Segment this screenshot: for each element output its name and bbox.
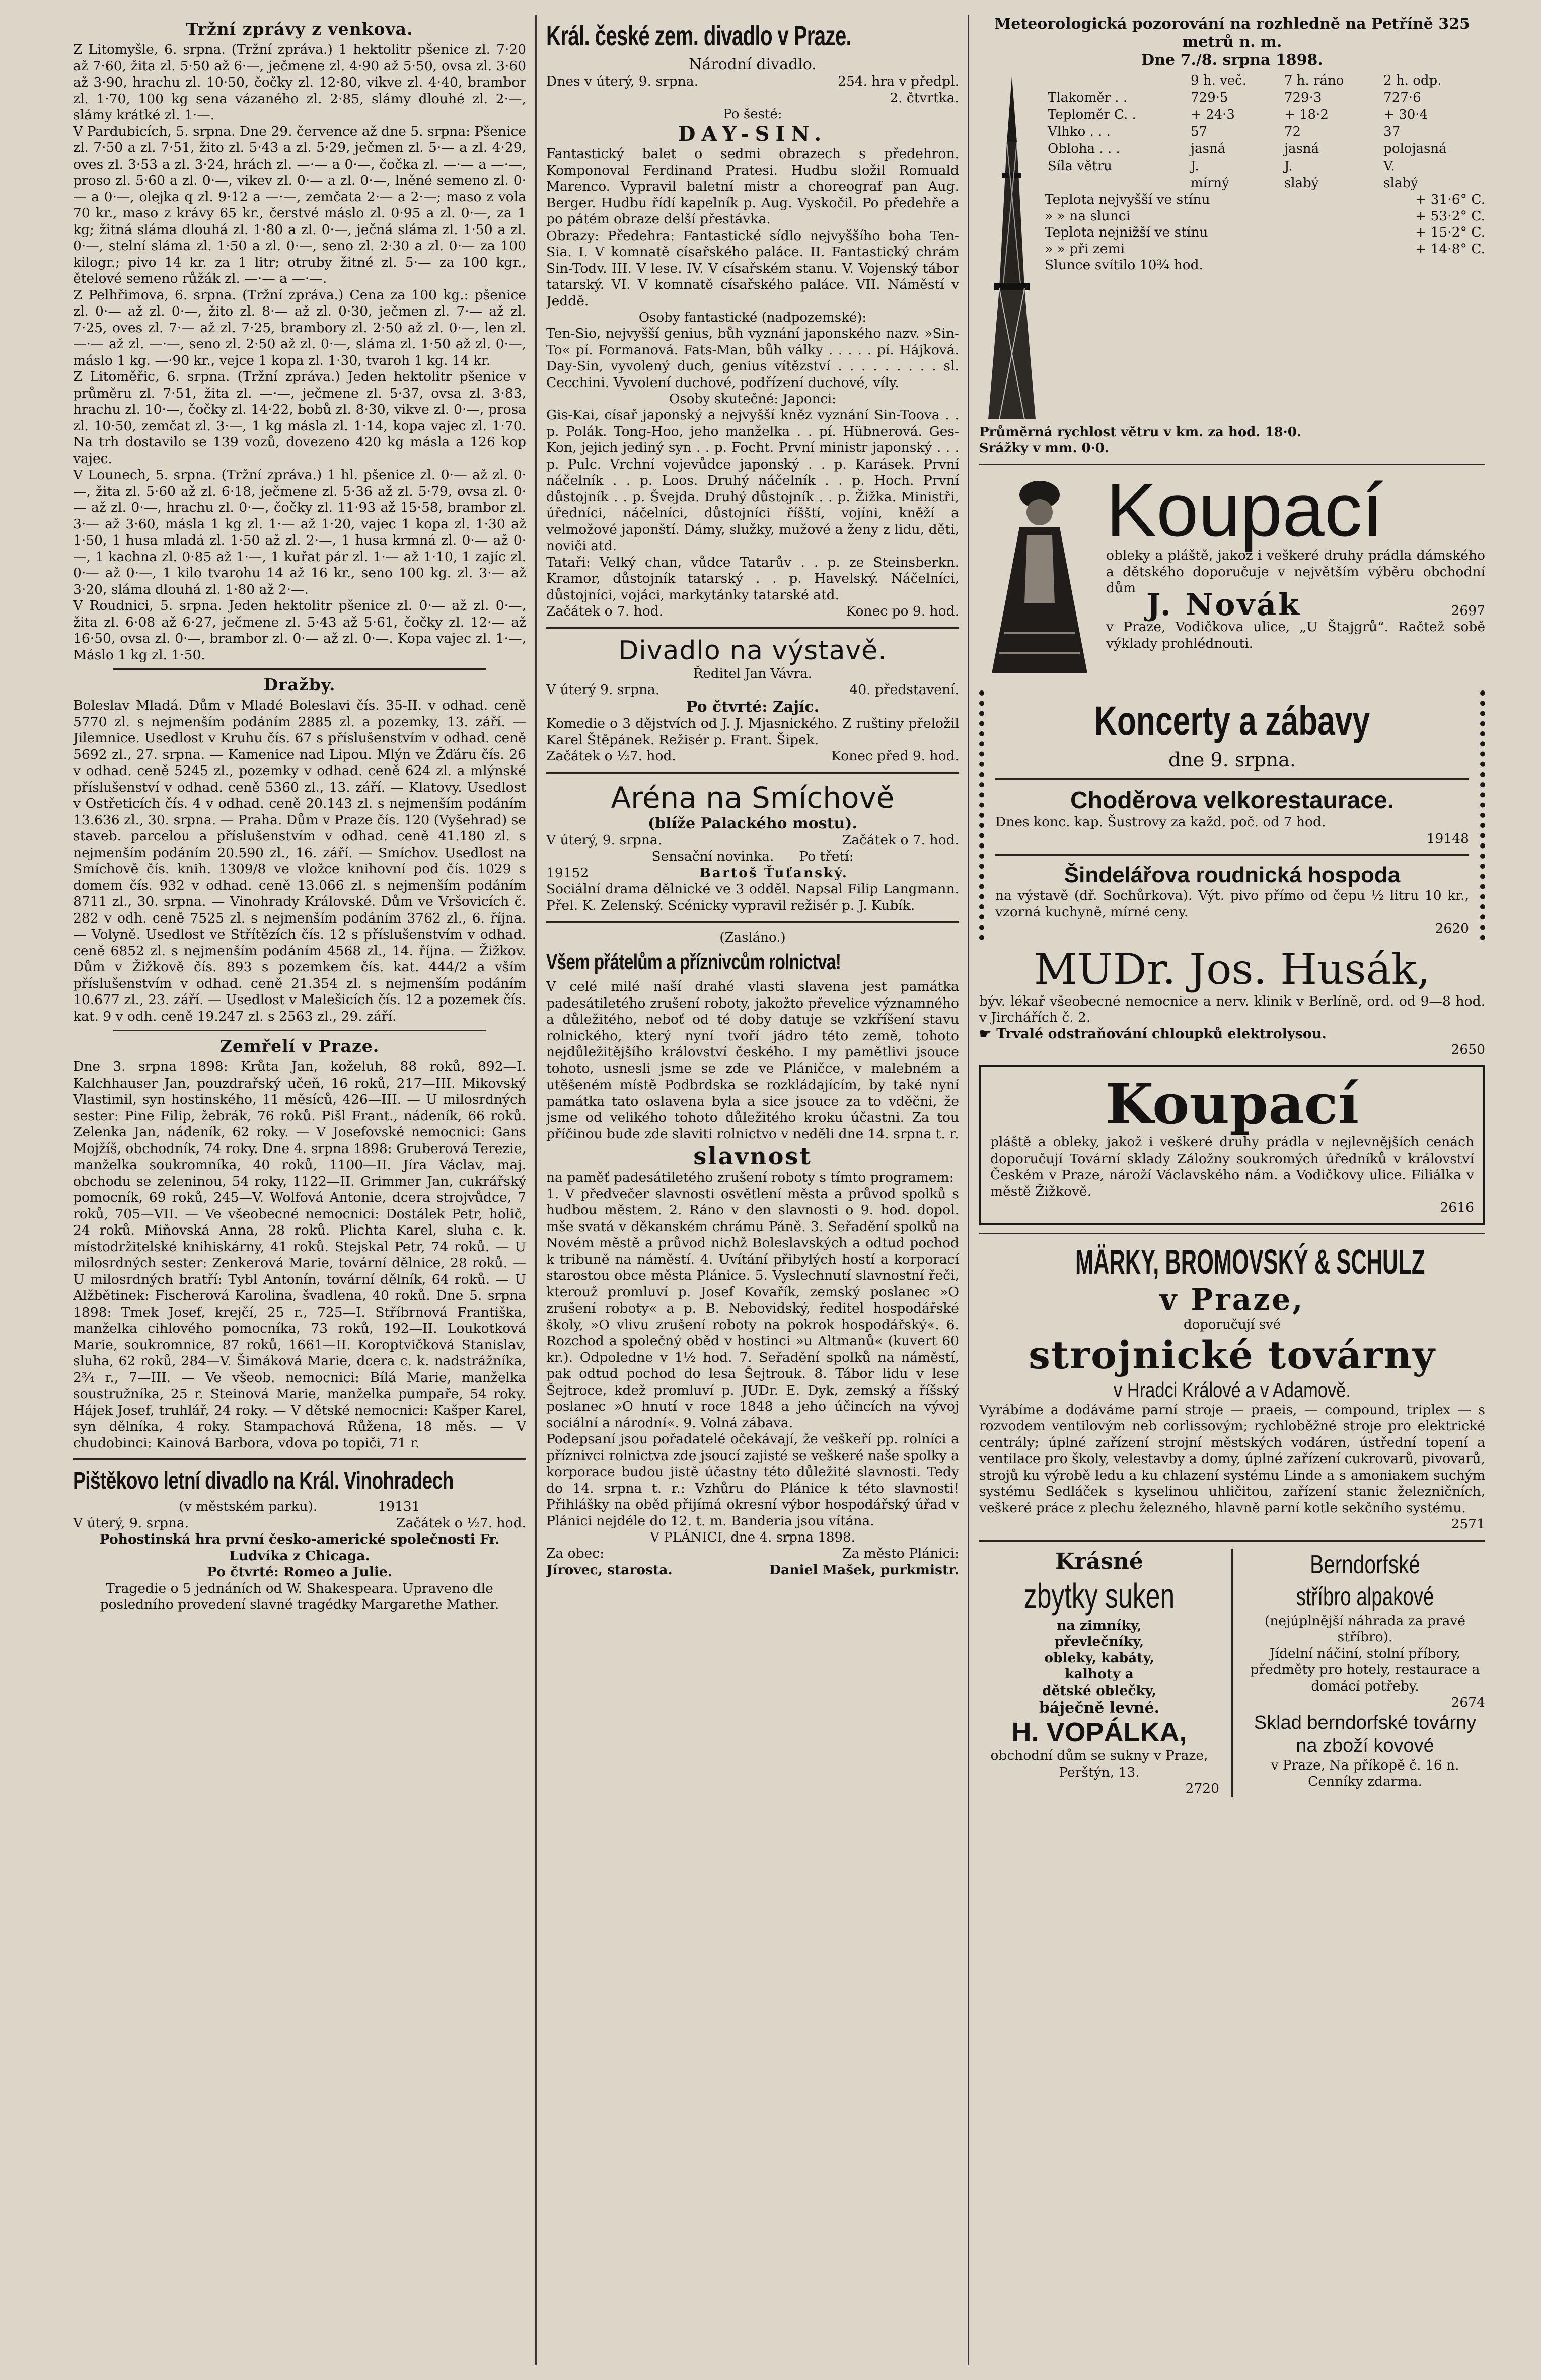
marky-rec: doporučují své (1183, 1317, 1281, 1332)
berndorf-cat: Cenníky zdarma. (1308, 1774, 1422, 1789)
exp-desc: Komedie o 3 dějstvích od J. J. Mjasnického. Z ruštiny přeložil Karel Štěpánek. Režisér p. Frant. Šipek. (546, 716, 959, 748)
column-right (979, 15, 1485, 1797)
nd-series: 2. čtvrtka. (890, 90, 959, 106)
nd-cast: Ten-Sio, nejvyšší genius, bůh vyznání japonského nazv. »Sin-To« pí. Formanová. Fats-Man, bůh války . . . . . pí. Hájková. Day-Sin, vyvolený duch, genius vítězství . . . . . . . . . sl. Cecchini. Vyvolení duchové, podřízení duchové, víly. (546, 326, 959, 391)
meteo-label: Tlakoměr . . (1048, 90, 1128, 105)
vopalka-head1: Krásné (1055, 1548, 1143, 1574)
arena-time: Začátek o 7. hod. (842, 832, 959, 848)
marky-big: strojnické továrny (1029, 1332, 1436, 1377)
meteo-col-head: 9 h. več. (1191, 73, 1246, 88)
exp-start: Začátek o ½7. hod. (546, 748, 676, 764)
meteo-value: 57 (1191, 124, 1208, 139)
divider (995, 778, 1469, 780)
theatre-play: Po čtvrté: Romeo a Julie. (207, 1564, 392, 1580)
meteo-value: + 18·2 (1284, 107, 1329, 122)
nd-start: Začátek o 7. hod. (546, 603, 664, 619)
berndorf-head2: stříbro alpakové (1296, 1582, 1434, 1611)
meteo-temp-value: + 14·8° C. (1415, 241, 1485, 257)
divider (546, 772, 959, 774)
nd-title: DAY-SIN. (678, 122, 828, 146)
meteo-temp-value: + 31·6° C. (1415, 192, 1485, 207)
meteo-value: + 30·4 (1383, 107, 1428, 122)
sind-text: na výstavě (dř. Sochůrkova). Výt. pivo přímo od čepu ½ litru 10 kr., vzorná kuchyně, mírné ceny. (995, 888, 1469, 920)
arena-play: Bartoš Ťuťanský. (699, 865, 848, 881)
meteo-row (1045, 89, 1485, 106)
nd-sixth: Po šesté: (723, 107, 782, 122)
berndorf-store: Sklad berndorfské továrny na zboží kovové (1254, 1712, 1477, 1756)
meteo-label: Teploměr C. . (1048, 107, 1136, 122)
deaths-text: Dne 3. srpna 1898: Krůta Jan, koželuh, 88 roků, 892—I. Kalchhauser Jan, pouzdrařský učeň, 16 roků, 217—III. Mikovský Vlastimil, syn hostinského, 11 měsíců, 426—III. — U milosrdných sester: Pine Filip, žebrák, 76 roků. Pišl Frant., nádeník, 66 roků. Zelenka Jan, nádeník, 62 roky. — V Josefovské nemocnici: Gans Mojžíš, obchodník, 74 roky. Dne 4. srpna 1898: Gruberová Terezie, manželka soukromníka, 40 roků, 1100—II. Jíra Václav, maj. obchodu se zeleninou, 54 roky, 1122—II. Grimmer Jan, cukrářský pomocník, 69 roků, 245—V. Wolfová Antonie, dcera strojvůdce, 7 roků, 705—VII. — Ve všeobecné nemocnici: Dostálek Petr, holič, 24 roků. Miňovská Anna, 28 roků. Plichta Karel, sluha c. k. místodržitelské knihiskárny, 41 roků. Stejskal Petr, 74 roků. — U milosrdných sester: Zenkerová Marie, tovární dělnice, 28 roků. — U milosrdných bratří: Tybl Antonín, tovární dělník, 64 roků. — U Alžbětinek: Fischerová Karolina, švadlena, 40 roků. Dne 5. srpna 1898: Tmek Josef, krejčí, 25 r., 725—I. Stříbrnová Františka, manželka cihlového pomocníka, 73 roků, 192—II. Loukotková Marie, soukromnice, 87 roků, 1661—II. Koroptvičková Stanislav, sluha, 62 roků, 284—V. Šimáková Marie, dcera c. k. nadstrážníka, 2¾ r., 7—III. — Ve všeob. nemocnici: Bílá Marie, manželka soustružníka, 25 r. Steinová Marie, manželka pumpaře, 54 roky. Hájek Josef, truhlář, 24 roky. — V dětské nemocnici: Kašper Karel, syn dělníka, 4 roky. Stampachová Růžena, 18 měs. — V chudobinci: Kainová Barbora, vdova po topiči, 71 r. (73, 1059, 526, 1451)
vopalka-cheap: báječně levné. (1039, 1699, 1160, 1717)
meteo-value: slabý (1383, 176, 1418, 191)
novak-text: obleky a pláště, jakož i veškeré druhy prádla dámského a dětského doporučuje v největším výběru obchodní dům (1106, 548, 1485, 596)
berndorf-addr: v Praze, Na příkopě č. 16 n. (1271, 1757, 1459, 1773)
marky-city: v Praze, (1159, 1282, 1305, 1317)
divider (73, 1458, 526, 1460)
column-rule (968, 15, 969, 2365)
ad-number: 19131 (378, 1499, 420, 1514)
arena-sub: (blíže Palackého mostu). (648, 814, 857, 832)
meteo-value: 729·3 (1284, 90, 1322, 105)
chod-text: Dnes konc. kap. Šustrovy za každ. poč. od 7 hod. (995, 814, 1326, 830)
ad-number: 19152 (546, 865, 589, 881)
theatre-desc: Tragedie o 5 jednáních od W. Shakespeara. Upraveno dle posledního provedení slavné tragédky Margarethe Mather. (100, 1580, 499, 1613)
ad-number: 2620 (1435, 920, 1469, 936)
nd-cast: Tataři: Velký chan, vůdce Tatarův . . p. ze Steinsberkn. Kramor, důstojník tatarský . . p. Havelský. Náčelníci, důstojníci, vojáci, markytánky tatarské atd. (546, 554, 959, 603)
meteo-row (1045, 106, 1485, 123)
vopalka-head2: zbytky suken (1023, 1576, 1175, 1616)
meteo-value: J. (1191, 159, 1199, 174)
exp-date: V úterý 9. srpna. (546, 681, 660, 698)
nd-cast: Gis-Kai, císař japonský a nejvyšší kněz vyznání Sin-Toova . . p. Polák. Tong-Hoo, jeho manželka . . pí. Hübnerová. Ges-Kon, jejich jediný syn . . p. Focht. První ministr japonský . . . p. Pulc. Vrchní vojevůdce japonský . . p. Karásek. První náčelník . . p. Loos. Druhý náčelník . . p. Hoch. První důstojník . . p. Švejda. Druhý důstojník . . p. Žižka. Ministři, úředníci, náčelníci, důstojníci říšští, vojíni, kněží a velmožové japonští. Dámy, služky, mužové a ženy z lidu, děti, noviči atd. (546, 407, 959, 554)
meteo-value: + 24·3 (1191, 107, 1235, 122)
meteo-table (1045, 72, 1485, 192)
arena-date: V úterý, 9. srpna. (546, 832, 663, 848)
vopalka-item: obleky, kabáty, (1044, 1650, 1154, 1666)
novak-address: v Praze, Vodičkova ulice, „U Štajgrů“. Račtež sobě výklady prohlédnouti. (1106, 619, 1485, 651)
meteo-value: slabý (1284, 176, 1319, 191)
meteo-row (1045, 158, 1485, 175)
arena-novelty: Sensační novinka. (651, 849, 774, 864)
meteo-value: jasná (1284, 141, 1319, 157)
ad-number: 2650 (1451, 1041, 1485, 1057)
divider (113, 1030, 486, 1031)
ad-number: 19148 (1426, 830, 1469, 847)
exp-end: Konec před 9. hod. (831, 748, 959, 764)
divider (979, 464, 1485, 465)
meteo-head: Meteorologická pozorování na rozhledně na Petříně 325 metrů n. m. (994, 15, 1470, 51)
ad-number: 2697 (1451, 602, 1485, 619)
berndorf-ad (1245, 1549, 1485, 1797)
national-theatre-sub: Národní divadlo. (689, 56, 817, 73)
husak-head: MUDr. Jos. Husák, (1034, 944, 1431, 994)
vopalka-name: H. VOPÁLKA, (1011, 1717, 1187, 1747)
arena-desc: Sociální drama dělnické ve 3 odděl. Napsal Filip Langmann. Přel. K. Zelenský. Scénicky vypravil režisér p. J. Kubík. (546, 881, 959, 913)
meteo-row (1045, 175, 1485, 192)
meteo-value: V. (1383, 159, 1395, 174)
nd-perf: 254. hra v předpl. (838, 73, 959, 89)
berndorf-text1: (nejúplnější náhrada za pravé stříbro). (1264, 1613, 1466, 1645)
market-report: Z Litoměřic, 6. srpna. (Tržní zpráva.) Jeden hektolitr pšenice v průměru zl. 7·51, žita zl. —·—, ječmene zl. 5·37, ovsa zl. 3·83, hrachu zl. 10·—, čočky zl. 14·22, bobů zl. 8·30, vikve zl. 0·—, prosa zl. 10·50, zemčat zl. 3·—, 1 kg másla zl. 1·14, kopa vajec zl. 1·70. Na trh dostavilo se 139 vozů, dovezeno 420 kg másla a 126 kop vajec. (73, 369, 526, 467)
celebration-head: slavnost (693, 1142, 812, 1170)
nd-end: Konec po 9. hod. (846, 603, 959, 619)
meteo-rain: Srážky v mm. 0·0. (979, 441, 1109, 456)
meteo-value: jasná (1191, 141, 1226, 157)
nd-date: Dnes v úterý, 9. srpna. (546, 73, 699, 89)
vopalka-text: obchodní dům se sukny v Praze, Perštýn, 13. (990, 1748, 1208, 1780)
concerts-box (979, 690, 1485, 940)
marky-places: v Hradci Králové a v Adamově. (1114, 1377, 1351, 1402)
concerts-date: dne 9. srpna. (1168, 749, 1296, 771)
market-report: V Lounech, 5. srpna. (Tržní zpráva.) 1 hl. pšenice zl. 0·— až zl. 0·—, žita zl. 5·60 až zl. 6·18, ječmene zl. 5·36 až zl. 5·79, ovsa zl. 0·— až zl. 0·—, hrachu zl. 0·—, čočky zl. 11·93 až 15·58, brambor zl. 3·— až 3·60, másla 1 kg zl. 1·— až 1·20, vajec 1 kopa zl. 1·30 až 1·50, 1 husa mladá zl. 1·50 až zl. 2·—, 1 husa krmná zl. 0·— až 0·—, 1 kachna zl. 0·85 až 1·—, 1 kuřat pár zl. 1·— až 1·10, 1 zajíc zl. 0·— až 0·—, 1 kilo tvarohu 14 až 16 kr., seno 100 kg. zl. 3·— až 3·20, sláma dlouhá zl. 1·80 až 2·—. (73, 467, 526, 597)
meteo-value: 727·6 (1383, 90, 1421, 105)
market-report: V Roudnici, 5. srpna. Jeden hektolitr pšenice zl. 0·— až zl. 0·—, žita zl. 6·08 až 6·27, ječmene zl. 5·43 až 5·61, čočky zl. 12·— až 16·50, ovsa zl. 0·—, brambor zl. 0·— až zl. 0·—. Kopa vajec zl. 1·—, Máslo 1 kg zl. 1·50. (73, 598, 526, 663)
exp-perf: 40. představení. (849, 681, 959, 698)
meteo-temp-value: + 53·2° C. (1415, 208, 1485, 224)
auction-title: Dražby. (263, 675, 336, 695)
divider (113, 668, 486, 670)
husak-line: Trvalé odstraňování chloupků elektrolysou. (996, 1026, 1327, 1042)
market-report: Z Litomyšle, 6. srpna. (Tržní zpráva.) 1 hektolitr pšenice zl. 7·20 až 7·60, žita zl. 5·50 až 6·—, ječmene zl. 4·90 až 5·50, ovsa zl. 3·60 až 3·90, hrachu zl. 10·50, čočky zl. 12·80, vikve zl. 4·40, brambor zl. 1·70, 100 kg sena vázaného zl. 2·85, slámy dlouhé zl. 2·—, slámy krátké zl. 1·—. (73, 42, 526, 123)
exhibition-theatre-head: Divadlo na výstavě. (618, 635, 887, 666)
column-rule (1231, 1549, 1233, 1797)
divider (979, 1540, 1485, 1542)
meteo-label: Vlhko . . . (1048, 124, 1111, 139)
deaths-title: Zemřelí v Praze. (219, 1036, 380, 1056)
nd-scenes: Obrazy: Předehra: Fantastické sídlo nejvyššího boha Ten-Sia. I. V komnatě císařského paláce. II. Fantastický chrám Sin-Todv. III. V lese. IV. V císařském stanu. V. Vojenský tábor tatarský. VI. V komnatě císařského paláce. VII. Náměstí v Jeddě. (546, 227, 959, 309)
signature-right-label: Za město Plánici: (842, 1546, 959, 1561)
theatre-guest: Pohostinská hra první česko-americké společnosti Fr. Ludvíka z Chicaga. (99, 1531, 500, 1564)
meteo-temp-label: » » na slunci (1045, 208, 1131, 224)
celebration-outro: Podepsaní jsou pořadatelé očekávají, že veškeří pp. rolníci a příznivci rolnictva zde jsoucí zajisté se veškeré naše spolky a korporace budou jistě účastny této důležité slavnosti. Tedy do 14. srpna t. r.: Vzhůru do Plánice k této slavnosti! Přihlášky na oběd přijímá okresní výbor hospodářský úřad v Plánici nejdéle do 12. t. m. Banderia jsou vítána. (546, 1431, 959, 1529)
tower-icon (979, 72, 1045, 424)
novak-head: Koupací (1106, 468, 1383, 552)
husak-text: býv. lékař všeobecné nemocnice a nerv. klinik v Berlíně, ord. od 9—8 hod. v Jirchářích č. 2. (979, 993, 1485, 1025)
koupaci-text: pláště a obleky, jakož i veškeré druhy prádla v nejlevnějších cenách doporučují Tovární sklady Záložny soukromých úředníků v království Českém v Praze, nároží Václavského nám. a Vodičkovy ulice. Filiálka v městě Žižkově. (990, 1134, 1474, 1199)
marky-head: MÄRKY, BROMOVSKÝ & SCHULZ (1075, 1242, 1425, 1281)
vopalka-ad (979, 1549, 1219, 1797)
signature-right-name: Daniel Mašek, purkmistr. (769, 1562, 959, 1578)
meteo-label: Obloha . . . (1048, 141, 1120, 157)
novak-ad (979, 468, 1485, 685)
exp-play: Po čtvrté: Zajíc. (686, 698, 820, 716)
ad-number: 2616 (1440, 1200, 1474, 1215)
market-report: Z Pelhřimova, 6. srpna. (Tržní zpráva.) Cena za 100 kg.: pšenice zl. 0·— až zl. 0·—, žito zl. 8·— až zl. 0·30, ječmen zl. 7·— až zl. 7·25, oves zl. 7·— až zl. 7·25, brambory zl. 2·50 až zl. 0·—, len zl. —·— až zl. —·—, seno zl. 2·50 až zl. 0·—, sláma zl. 1·50 až zl. 0·—, máslo 1 kg. —·90 kr., vejce 1 kopa zl. 1·30, tvaroh 1 kg. 14 kr. (73, 287, 526, 368)
market-report: V Pardubicích, 5. srpna. Dne 29. července až dne 5. srpna: Pšenice zl. 7·50 a zl. 7·51, žito zl. 5·43 a zl. 5·29, ječmen zl. 5·— a zl. 4·29, oves zl. 3·53 a zl. 3·24, hrách zl. —·— a 0·—, čočka zl. —·— a —·—, proso zl. 5·60 a zl. 0·—, vikev zl. 0·— a zl. 0·—, lněné semeno zl. 0·— a 0·—, olejka q zl. 9·12 a —·—, zemčata 2·— a 2·—; maso z vola 70 kr., maso z krávy 65 kr., čerstvé máslo zl. 0·95 a zl. 0·—, za 1 kg; žitná sláma dlouhá zl. 1·80 a zl. 0·—, ječná sláma zl. 1·50 a zl. 0·—, stelní sláma zl. 1·50 a zl. 0·—, seno zl. 2·30 a zl. 0·— za 100 kilogr.; pivo 14 kr. za 1 litr; otruby žitné zl. 5·— za 100 kgr., ětelové semeno růžák zl. —·— a —·—. (73, 123, 526, 286)
column-rule (535, 15, 537, 2365)
meteo-label: Síla větru (1048, 159, 1112, 174)
novak-name: J. Novák (1146, 587, 1301, 623)
vopalka-item: kalhoty a (1065, 1666, 1134, 1682)
meteo-row (1045, 123, 1485, 140)
meteo-value: polojasná (1383, 141, 1447, 157)
koupaci-head: Koupací (1105, 1071, 1359, 1136)
theatre-time: Začátek o ½7. hod. (396, 1515, 526, 1531)
divider (979, 1233, 1485, 1234)
meteo-wind-speed: Průměrná rychlost větru v km. za hod. 18·0. (979, 425, 1301, 440)
arena-third: Po třetí: (799, 849, 854, 864)
meteo-value: J. (1284, 159, 1293, 174)
meteo-col-head: 7 h. ráno (1284, 73, 1344, 88)
nd-real-head: Osoby skutečné: Japonci: (669, 392, 836, 407)
zaslano-label: (Zasláno.) (719, 930, 786, 945)
theatre-sub: (v městském parku). (179, 1499, 318, 1514)
vopalka-item: převlečníky, (1054, 1634, 1144, 1649)
column-middle (546, 15, 959, 1578)
nd-desc: Fantastický balet o sedmi obrazech s předehron. Komponoval Ferdinand Pratesi. Hudbu složil Romuald Marenco. Vypravil baletní mistr a choreograf pan Aug. Berger. Hudbu řídí kapelník p. Aug. Vyskočil. Po předehře a po pátém obraze delší přestávka. (546, 146, 959, 227)
divider (546, 627, 959, 629)
koupaci-box (979, 1065, 1485, 1225)
marky-text: Vyrábíme a dodáváme parní stroje — praeis, — compound, triplex — s rozvodem ventilovým neb corlissovým; rychloběžné stroje pro elektrické centrály; úplné zařízení strojní městských vodáren, ústřední topení a ventilace pro školy, velestavby a domy, úplné zařízení cukrovarů, pivovarů, strojů ku výrobě ledu a ku chlazení systému Linde a s amoniakem suchým systému Sedláček s kyselinou uhličitou, zařízení stanic železničních, veškeré práce z plechu železného, hlavně parní kotle sekčního systému. (979, 1402, 1485, 1516)
meteo-col-head: 2 h. odp. (1383, 73, 1442, 88)
exp-director: Ředitel Jan Vávra. (693, 666, 813, 681)
meteo-temp-label: » » při zemi (1045, 241, 1125, 257)
auction-text: Boleslav Mladá. Dům v Mladé Boleslavi čís. 35-II. v odhad. ceně 5770 zl. s nejmenším podáním 2885 zl. a pozemky, 13. září. — Jilemnice. Usedlost v Kruhu čís. 67 s příslušenstvím v odhad. ceně 5692 zl., 27. srpna. — Kamenice nad Lipou. Mlýn ve Žďáru čís. 26 v odhad. ceně 5245 zl., pozemky v odhad. ceně 624 zl. a mlýnské příslušenství v odhad. ceně 5360 zl., 13. září. — Klatovy. Usedlost v Ostřeticích čís. 4 v odhad. ceně 20.143 zl. s nejmenším podáním 13.636 zl., 30. srpna. — Praha. Dům v Praze čís. 120 (Vyšehrad) se staveb. parcelou a příslušenstvím v odhad. ceně 41.180 zl. s nejmenším podáním 20.590 zl., 16. září. — Smíchov. Usedlost na Smíchově čís. knih. 1309/8 ve vložce knihovní pod čís. 1029 s domem čís. 932 v odhad. ceně 13.066 zl. s nejmenším podáním 8711 zl., 30. srpna. — Vinohrady Královské. Dům ve Vršovicích č. 282 v odh. ceně 7525 zl. s nejmenším podáním 3762 zl., 6. října. — Volyně. Usedlost ve Střítězích čís. 12 s příslušenstvím v odhad. ceně 6852 zl. s nejmenším podáním 4568 zl., 14. října. — Žižkov. Dům v Žižkově čís. 893 s pozemkem čís. kat. 444/2 a vším příslušenstvím v odhad. ceně 21.354 zl. s nejmenším podáním 10.677 zl., 23. září. — Usedlost v Malešicích čís. 12 a pozemek čís. kat. 9 v odh. ceně 19.247 zl. s 2563 zl., 29. září. (73, 698, 526, 1024)
meteo-temp-label: Teplota nejvyšší ve stínu (1045, 192, 1210, 207)
celebration-place: V PLÁNICI, dne 4. srpna 1898. (650, 1530, 855, 1545)
figure-illustration (979, 472, 1100, 685)
ad-number: 2571 (1451, 1516, 1485, 1532)
theatre-date: V úterý, 9. srpna. (73, 1515, 189, 1531)
meteo-temp-value: + 15·2° C. (1415, 224, 1485, 240)
appeal-head: Všem přátelům a příznivcům rolnictva! (546, 950, 841, 974)
divider (546, 921, 959, 923)
ad-number: 2720 (1185, 1781, 1219, 1796)
berndorf-head1: Berndorfské (1310, 1550, 1420, 1579)
meteo-value: 729·5 (1191, 90, 1228, 105)
celebration-program: 1. V předvečer slavnosti osvětlení města a průvod spolků s hudbou městem. 2. Ráno v den slavnosti o 9. hod. dopol. mše svatá v děkanském chrámu Páně. 3. Seřadění spolků na Novém městě a průvod nichž Boleslavských a odtud pochod k tribuně na náměstí. 4. Uvítání přibylých hostí a korporací starostou obce města Plánice. 5. Vyslechnutí slavnostní řeči, kterouž promluví p. Josef Kovařík, zemský poslanec »O zrušení roboty« a p. B. Nebovidský, ředitel hospodářské školy, »O vlivu zrušení roboty na pokrok hospodářský«. 6. Rozchod a společný oběd v hostinci »u Altmanů« (kuvert 60 kr.). Odpoledne v 1½ hod. 7. Seřadění spolků na náměstí, pak odtud pochod do lesa Šejtrouk. 8. Tábor lidu v lese Šejtroce, kdež promluví p. JUDr. E. Dyk, zemský a říšský poslanec »O hnutí v roce 1848 a jeho účincích na vývoj sociální a národní«. 9. Volná zábava. (546, 1186, 959, 1431)
nd-cast-head: Osoby fantastické (nadpozemské): (638, 310, 867, 325)
meteo-value: mírný (1191, 176, 1229, 191)
celebration-intro: na paměť padesátiletého zrušení roboty s tímto programem: (546, 1170, 954, 1185)
divider (995, 854, 1469, 856)
pointing-hand-icon: ☛ (979, 1026, 992, 1042)
berndorf-text2: Jídelní náčiní, stolní příbory, předměty pro hotely, restaurace a domácí potřeby. (1250, 1645, 1480, 1694)
appeal-text: V celé milé naší drahé vlasti slavena jest památka padesátiletého zrušení roboty, jakožto převelice významného a důležitého, neboť od té doby datuje se vzkříšení stavu rolnického, který nyní tvoří jádro této země, tohoto nejdůležitějšího království českého. I my pamětlivi jsouce tohoto, usnesli jsme se zde ve Pláničce, v malebném a utěšeném místě Podbrdska se rozkládajícím, by také nyní památka tato oslavena byla a sice jsouce za to vděčni, že jsme od velikého tohoto důležitého kroku účastni. Za tou příčinou bude zde slaviti rolnictvo v neděli dne 14. srpna t. r. (546, 979, 959, 1142)
meteo-row (1045, 140, 1485, 158)
meteo-date: Dne 7./8. srpna 1898. (1141, 51, 1323, 69)
sind-head: Šindelářova roudnická hospoda (1064, 863, 1401, 887)
theatre-vinohrady-head: Pištěkovo letní divadlo na Král. Vinohradech (73, 1468, 454, 1494)
meteo-value: 72 (1284, 124, 1301, 139)
meteo-value: 37 (1383, 124, 1401, 139)
signature-left-name: Jírovec, starosta. (546, 1562, 673, 1578)
arena-head: Aréna na Smíchově (611, 780, 895, 815)
chod-head: Choděrova velkorestaurace. (1070, 787, 1394, 814)
market-title: Tržní zprávy z venkova. (186, 19, 413, 39)
vopalka-item: na zimníky, (1057, 1617, 1142, 1633)
signature-left-label: Za obec: (546, 1546, 605, 1561)
vopalka-item: dětské oblečky, (1042, 1682, 1156, 1699)
concerts-head: Koncerty a zábavy (1094, 698, 1370, 744)
national-theatre-head: Král. české zem. divadlo v Praze. (546, 20, 852, 51)
meteo-temp-label: Teplota nejnižší ve stínu (1045, 224, 1208, 240)
ad-number: 2674 (1451, 1695, 1485, 1710)
column-left (73, 15, 526, 1614)
meteo-temp-label: Slunce svítilo 10¾ hod. (1045, 257, 1203, 273)
